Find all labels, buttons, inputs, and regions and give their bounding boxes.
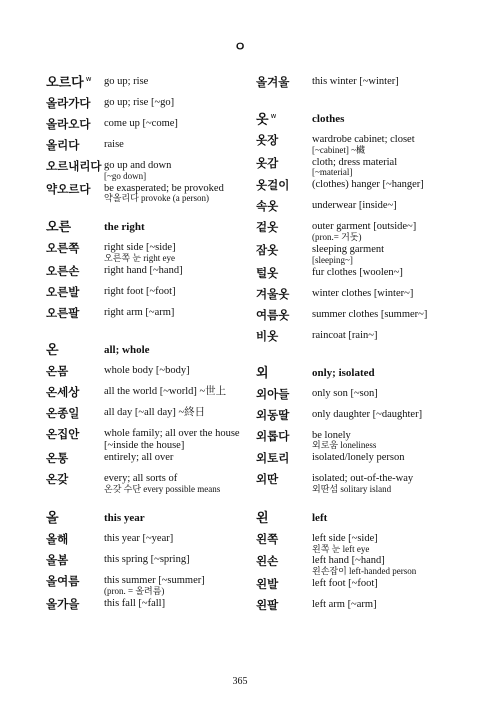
- entry-headword: [256, 309, 312, 322]
- entry-headword: [46, 428, 104, 441]
- dictionary-entry: [46, 407, 246, 427]
- entry-headword: [256, 113, 312, 128]
- entry-definition: [104, 407, 205, 419]
- section-gap: [46, 328, 246, 344]
- headword-text: 여름옷: [256, 307, 290, 322]
- headword-text: 오른팔: [46, 305, 80, 320]
- entry-headword: [256, 367, 312, 382]
- entry-note: (pron. = 올려름): [104, 585, 165, 596]
- dictionary-main-entry: [256, 512, 456, 532]
- dictionary-entry: [46, 160, 246, 182]
- entry-definition: [104, 97, 174, 109]
- headword-text: 옷: [256, 112, 269, 128]
- headword-text: 온: [46, 342, 59, 358]
- entry-definition: [312, 409, 422, 421]
- entry-definition: [104, 386, 226, 398]
- entry-headword: [256, 512, 312, 527]
- definition-text: clothes: [312, 113, 345, 125]
- definition-text: go up; rise [~go]: [104, 97, 175, 108]
- definition-text: this fall [~fall]: [104, 597, 166, 609]
- definition-text: left arm [~arm]: [312, 599, 377, 611]
- entry-headword: [256, 288, 312, 301]
- dictionary-entry: [256, 157, 456, 179]
- headword-text: 외: [256, 365, 269, 381]
- entry-definition: [312, 367, 375, 379]
- headword-text: 올리다: [46, 138, 80, 152]
- headword-text: 올여름: [46, 574, 80, 589]
- headword-superscript: w: [85, 75, 92, 83]
- definition-text: right foot [~foot]: [104, 285, 176, 297]
- headword-text: 외토리: [256, 451, 290, 466]
- entry-headword: [256, 221, 312, 234]
- entry-definition: [312, 512, 327, 524]
- dictionary-entry: [46, 473, 246, 495]
- entry-note: 오른쪽 눈 right eye: [104, 253, 176, 264]
- definition-text: fur clothes [woolen~]: [312, 266, 403, 278]
- definition-text: all; whole: [104, 343, 150, 356]
- entry-note: [~material]: [312, 167, 353, 178]
- entry-definition: [312, 452, 404, 464]
- entry-headword: [46, 554, 104, 567]
- entry-headword: [46, 407, 104, 420]
- definition-text: underwear [inside~]: [312, 200, 397, 212]
- entry-definition: [104, 183, 224, 205]
- dictionary-entry: [46, 428, 246, 452]
- definition-text: this summer [~summer]: [104, 575, 205, 587]
- entry-definition: [312, 179, 424, 191]
- dictionary-entry: [46, 386, 246, 406]
- headword-text: 오른발: [46, 284, 80, 299]
- dictionary-entry: [256, 179, 456, 199]
- headword-text: 겉옷: [256, 220, 279, 235]
- entry-definition: [312, 533, 378, 555]
- definition-text: the right: [104, 221, 145, 234]
- entry-definition: [104, 139, 124, 151]
- right-column: [256, 76, 456, 620]
- definition-text: this year [~year]: [104, 533, 174, 545]
- dictionary-entry: [256, 578, 456, 598]
- entry-headword: [256, 157, 312, 170]
- dictionary-entry: [46, 452, 246, 472]
- entry-definition: [104, 221, 145, 233]
- entry-definition: [104, 265, 183, 277]
- definition-text: cloth; dress material: [312, 156, 398, 168]
- dictionary-entry: [46, 139, 246, 159]
- definition-text: left foot [~foot]: [312, 578, 378, 590]
- dictionary-entry: [256, 267, 456, 287]
- entry-definition: [312, 76, 399, 88]
- dictionary-entry: [256, 134, 456, 156]
- headword-text: 올: [46, 511, 59, 527]
- entry-headword: [256, 388, 312, 401]
- headword-text: 외동딸: [256, 407, 290, 422]
- entry-headword: [46, 242, 104, 255]
- section-gap: [256, 97, 456, 113]
- dictionary-entry: [256, 221, 456, 243]
- definition-text: this year: [104, 512, 145, 525]
- definition-text: only; isolated: [312, 366, 375, 379]
- headword-superscript: w: [270, 112, 277, 120]
- entry-definition: [104, 118, 178, 130]
- headword-text: 온집안: [46, 426, 80, 441]
- entry-definition: [312, 555, 416, 577]
- section-gap: [46, 205, 246, 221]
- dictionary-main-entry: [256, 113, 456, 133]
- definition-text: raise: [104, 139, 124, 150]
- definition-text: right arm [~arm]: [104, 306, 175, 318]
- definition-text: left: [312, 511, 328, 524]
- headword-text: 왼쪽: [256, 531, 279, 546]
- entry-definition: [312, 113, 344, 125]
- definition-text: isolated; out-of-the-way: [312, 473, 414, 485]
- definition-text: be lonely: [312, 429, 351, 441]
- entry-definition: [312, 157, 397, 179]
- dictionary-entry: [46, 575, 246, 597]
- section-gap: [256, 496, 456, 512]
- entry-definition: [312, 388, 378, 400]
- headword-text: 옷걸이: [256, 178, 290, 193]
- left-column: [46, 76, 246, 619]
- entry-headword: [46, 365, 104, 378]
- entry-headword: [256, 267, 312, 280]
- headword-text: 약오르다: [46, 181, 91, 196]
- headword-text: 속옷: [256, 199, 279, 214]
- definition-text: winter clothes [winter~]: [312, 287, 414, 299]
- dictionary-entry: [46, 554, 246, 574]
- entry-definition: [104, 76, 148, 88]
- headword-text: 올라가다: [46, 96, 91, 110]
- page-header-letter: ㅇ: [233, 40, 247, 55]
- definition-text: left hand [~hand]: [312, 555, 385, 567]
- entry-note: [~go down]: [104, 170, 147, 181]
- dictionary-entry: [256, 288, 456, 308]
- headword-text: 올해: [46, 532, 69, 547]
- definition-text: every; all sorts of: [104, 473, 178, 485]
- entry-headword: [46, 344, 104, 359]
- headword-text: 왼발: [256, 577, 279, 592]
- headword-text: 비옷: [256, 328, 279, 343]
- definition-text: raincoat [rain~]: [312, 329, 378, 341]
- definition-text: go up and down: [104, 160, 172, 171]
- entry-definition: [104, 533, 173, 545]
- headword-text: 온몸: [46, 363, 69, 378]
- headword-text: 잠옷: [256, 242, 279, 257]
- headword-text: 털옷: [256, 265, 279, 280]
- entry-definition: [104, 554, 190, 566]
- headword-text: 외딴: [256, 472, 279, 487]
- entry-note: (pron.= 거돗): [312, 232, 362, 243]
- dictionary-main-entry: [46, 76, 246, 96]
- headword-text: 온종일: [46, 405, 80, 420]
- entry-headword: [256, 179, 312, 192]
- dictionary-entry: [46, 265, 246, 285]
- headword-text: 오른: [46, 220, 72, 236]
- entry-headword: [46, 575, 104, 588]
- definition-text: this spring [~spring]: [104, 554, 190, 566]
- entry-definition: [104, 452, 173, 464]
- entry-definition: [312, 134, 415, 156]
- entry-headword: [256, 452, 312, 465]
- entry-definition: [312, 221, 416, 243]
- definition-text: this winter [~winter]: [312, 76, 399, 87]
- entry-definition: [104, 286, 176, 298]
- entry-headword: [46, 139, 104, 152]
- dictionary-entry: [46, 307, 246, 327]
- headword-text: 올가을: [46, 596, 80, 611]
- entry-headword: [46, 307, 104, 320]
- headword-text: 오르내리다: [46, 159, 102, 173]
- definition-text: right side [~side]: [104, 242, 176, 254]
- entry-definition: [104, 344, 150, 356]
- entry-definition: [104, 575, 205, 597]
- entry-headword: [256, 134, 312, 147]
- headword-text: 외롭다: [256, 428, 290, 443]
- dictionary-main-entry: [46, 512, 246, 532]
- entry-definition: [312, 200, 397, 212]
- entry-headword: [46, 386, 104, 399]
- entry-headword: [46, 76, 104, 91]
- section-gap: [46, 496, 246, 512]
- dictionary-entry: [256, 244, 456, 266]
- headword-text: 옷감: [256, 155, 279, 170]
- entry-headword: [46, 265, 104, 278]
- headword-text: 왼: [256, 510, 269, 526]
- dictionary-entry: [256, 409, 456, 429]
- entry-headword: [46, 118, 104, 131]
- headword-text: 올봄: [46, 553, 69, 568]
- definition-text: entirely; all over: [104, 452, 174, 464]
- section-gap: [256, 351, 456, 367]
- entry-headword: [46, 512, 104, 527]
- dictionary-entry: [256, 76, 456, 96]
- entry-definition: [312, 473, 413, 495]
- dictionary-entry: [256, 330, 456, 350]
- dictionary-entry: [256, 200, 456, 220]
- headword-text: 온통: [46, 451, 69, 466]
- entry-headword: [46, 598, 104, 611]
- dictionary-main-entry: [46, 221, 246, 241]
- entry-definition: [104, 512, 145, 524]
- entry-definition: [104, 598, 165, 610]
- headword-text: 겨울옷: [256, 286, 290, 301]
- entry-headword: [256, 430, 312, 443]
- definition-text: wardrobe cabinet; closet: [312, 134, 415, 145]
- entry-definition: [104, 160, 171, 182]
- definition-text: summer clothes [summer~]: [312, 308, 428, 320]
- dictionary-entry: [256, 430, 456, 452]
- entry-definition: [312, 578, 378, 590]
- entry-definition: [312, 599, 377, 611]
- entry-headword: [46, 452, 104, 465]
- dictionary-entry: [46, 242, 246, 264]
- entry-headword: [256, 578, 312, 591]
- headword-text: 왼손: [256, 554, 279, 569]
- dictionary-entry: [256, 555, 456, 577]
- entry-headword: [46, 97, 104, 110]
- entry-definition: [312, 309, 427, 321]
- definition-text: (clothes) hanger [~hanger]: [312, 179, 424, 191]
- entry-definition: [104, 242, 176, 264]
- definition-text: be exasperated; be provoked: [104, 182, 224, 194]
- dictionary-entry: [46, 118, 246, 138]
- entry-headword: [256, 330, 312, 343]
- entry-note: 외로움 loneliness: [312, 440, 377, 451]
- entry-headword: [46, 473, 104, 486]
- definition-text: isolated/lonely person: [312, 452, 405, 464]
- entry-definition: [104, 365, 190, 377]
- dictionary-entry: [46, 97, 246, 117]
- dictionary-main-entry: [46, 344, 246, 364]
- entry-definition: [104, 473, 220, 495]
- headword-text: 올라오다: [46, 117, 91, 131]
- definition-text: whole family; all over the house [~inside the house]: [104, 427, 240, 451]
- headword-text: 오르다: [46, 75, 84, 91]
- dictionary-entry: [46, 286, 246, 306]
- headword-text: 외아들: [256, 386, 290, 401]
- entry-note: 약올리다 provoke (a person): [104, 193, 210, 204]
- definition-text: all the world [~world] ~世上: [104, 385, 227, 397]
- entry-note: [~cabinet] ~欌: [312, 144, 365, 155]
- entry-headword: [46, 286, 104, 299]
- headword-text: 오른손: [46, 263, 80, 278]
- entry-definition: [104, 428, 246, 452]
- entry-headword: [46, 160, 104, 173]
- dictionary-main-entry: [256, 367, 456, 387]
- headword-text: 옷장: [256, 133, 279, 147]
- entry-definition: [312, 267, 403, 279]
- headword-text: 오른쪽: [46, 241, 80, 256]
- definition-text: left side [~side]: [312, 532, 378, 544]
- entry-note: 왼손잡이 left-handed person: [312, 566, 417, 577]
- entry-headword: [256, 473, 312, 486]
- definition-text: come up [~come]: [104, 118, 178, 129]
- page-number: 365: [232, 676, 248, 687]
- entry-headword: [256, 409, 312, 422]
- dictionary-entry: [256, 599, 456, 619]
- headword-text: 왼팔: [256, 598, 279, 613]
- definition-text: whole body [~body]: [104, 364, 190, 376]
- entry-headword: [46, 533, 104, 546]
- entry-headword: [46, 221, 104, 236]
- definition-text: go up; rise: [104, 76, 149, 87]
- definition-text: outer garment [outside~]: [312, 221, 417, 233]
- dictionary-entry: [46, 183, 246, 205]
- entry-headword: [46, 183, 104, 196]
- headword-text: 온갖: [46, 472, 69, 487]
- dictionary-entry: [256, 533, 456, 555]
- entry-note: 외딴섬 solitary island: [312, 483, 392, 494]
- definition-text: sleeping garment: [312, 243, 385, 255]
- dictionary-entry: [46, 598, 246, 618]
- dictionary-entry: [256, 452, 456, 472]
- headword-text: 온세상: [46, 384, 80, 399]
- entry-headword: [256, 76, 312, 89]
- definition-text: all day [~all day] ~終日: [104, 406, 206, 418]
- dictionary-entry: [256, 473, 456, 495]
- entry-definition: [312, 244, 384, 266]
- entry-headword: [256, 200, 312, 213]
- entry-note: 왼쪽 눈 left eye: [312, 543, 370, 554]
- definition-text: only daughter [~daughter]: [312, 408, 423, 420]
- entry-headword: [256, 244, 312, 257]
- entry-headword: [256, 599, 312, 612]
- headword-text: 올겨울: [256, 75, 290, 89]
- entry-note: [sleeping~]: [312, 254, 353, 265]
- dictionary-entry: [46, 533, 246, 553]
- entry-definition: [312, 330, 377, 342]
- entry-definition: [312, 288, 413, 300]
- definition-text: right hand [~hand]: [104, 264, 183, 276]
- entry-definition: [104, 307, 174, 319]
- entry-headword: [256, 533, 312, 546]
- entry-headword: [256, 555, 312, 568]
- entry-definition: [312, 430, 376, 452]
- definition-text: only son [~son]: [312, 387, 378, 399]
- dictionary-entry: [256, 309, 456, 329]
- entry-note: 온갖 수단 every possible means: [104, 484, 221, 495]
- dictionary-entry: [46, 365, 246, 385]
- dictionary-entry: [256, 388, 456, 408]
